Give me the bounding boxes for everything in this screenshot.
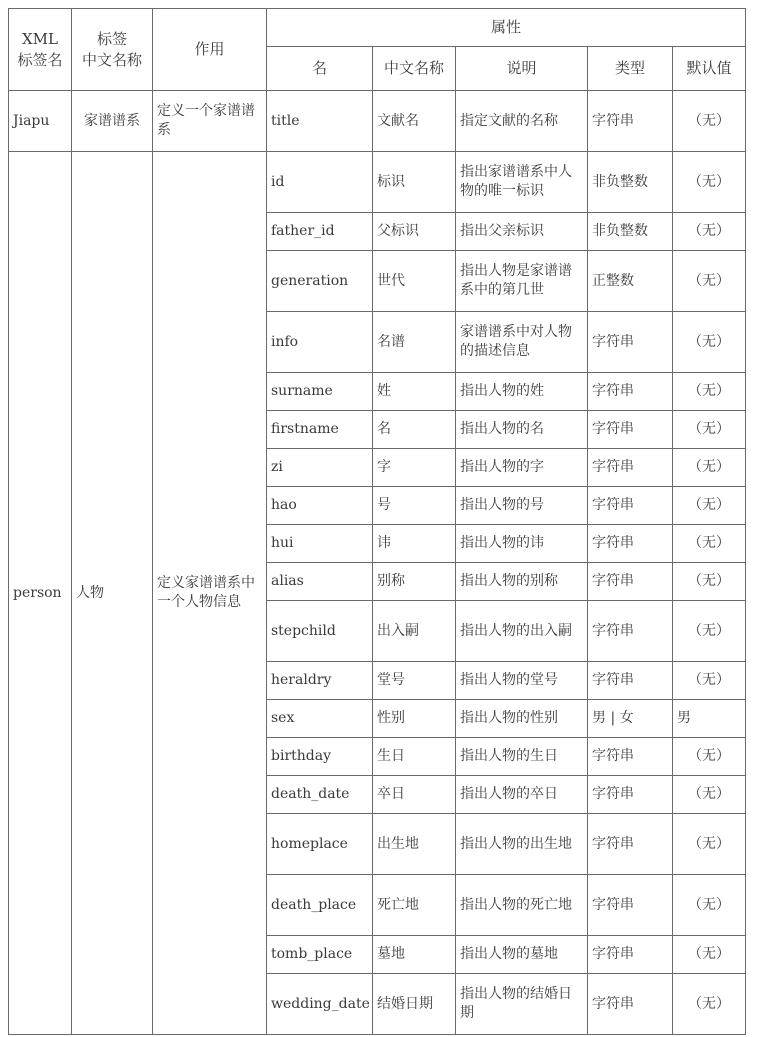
attr-cn-name-cell: 标识 — [373, 152, 456, 213]
attr-name-cell: sex — [267, 700, 373, 738]
attr-default-cell: （无） — [673, 251, 746, 312]
attr-default-cell: （无） — [673, 936, 746, 974]
attr-cn-name-cell: 死亡地 — [373, 875, 456, 936]
attr-type-cell: 字符串 — [588, 373, 673, 411]
attr-default-cell: （无） — [673, 449, 746, 487]
attr-default-cell: （无） — [673, 373, 746, 411]
attr-cn-name-cell: 墓地 — [373, 936, 456, 974]
attribute-table — [8, 8, 746, 1035]
attr-cn-name-cell: 号 — [373, 487, 456, 525]
attr-desc-cell: 指出人物的生日 — [456, 738, 588, 776]
tag-cn-name-cell: 家谱谱系 — [72, 91, 153, 152]
attr-name-cell: homeplace — [267, 814, 373, 875]
attr-type-cell: 字符串 — [588, 875, 673, 936]
attr-type-cell: 非负整数 — [588, 152, 673, 213]
attr-desc-cell: 指出人物的字 — [456, 449, 588, 487]
tag-purpose-cell: 定义一个家谱谱系 — [153, 91, 267, 152]
attr-type-cell: 男 | 女 — [588, 700, 673, 738]
tag-purpose-cell: 定义家谱谱系中一个人物信息 — [153, 152, 267, 1035]
attr-desc-cell: 指出人物的讳 — [456, 525, 588, 563]
attr-type-cell: 字符串 — [588, 814, 673, 875]
attr-cn-name-cell: 出生地 — [373, 814, 456, 875]
attr-name-cell: surname — [267, 373, 373, 411]
attr-desc-cell: 指定文献的名称 — [456, 91, 588, 152]
attr-name-cell: hao — [267, 487, 373, 525]
header-attributes: 属性 — [267, 9, 746, 47]
attr-default-cell: （无） — [673, 312, 746, 373]
header-attr-name: 名 — [267, 47, 373, 91]
attr-desc-cell: 指出人物是家谱谱系中的第几世 — [456, 251, 588, 312]
attr-name-cell: hui — [267, 525, 373, 563]
attr-desc-cell: 指出人物的卒日 — [456, 776, 588, 814]
attr-type-cell: 字符串 — [588, 936, 673, 974]
attr-default-cell: （无） — [673, 738, 746, 776]
attr-cn-name-cell: 别称 — [373, 563, 456, 601]
attr-name-cell: wedding_date — [267, 974, 373, 1035]
attr-type-cell: 字符串 — [588, 601, 673, 662]
attr-cn-name-cell: 性别 — [373, 700, 456, 738]
attr-name-cell: title — [267, 91, 373, 152]
attr-desc-cell: 指出人物的性别 — [456, 700, 588, 738]
attr-type-cell: 字符串 — [588, 411, 673, 449]
attr-cn-name-cell: 生日 — [373, 738, 456, 776]
attr-default-cell: （无） — [673, 411, 746, 449]
attr-desc-cell: 指出家谱谱系中人物的唯一标识 — [456, 152, 588, 213]
attr-desc-cell: 指出人物的堂号 — [456, 662, 588, 700]
attr-default-cell: （无） — [673, 974, 746, 1035]
attr-name-cell: death_date — [267, 776, 373, 814]
attr-name-cell: stepchild — [267, 601, 373, 662]
attr-type-cell: 字符串 — [588, 449, 673, 487]
attr-type-cell: 字符串 — [588, 525, 673, 563]
header-attr-cn-name: 中文名称 — [373, 47, 456, 91]
attr-default-cell: （无） — [673, 525, 746, 563]
header-attr-default: 默认值 — [673, 47, 746, 91]
attr-type-cell: 字符串 — [588, 91, 673, 152]
attr-desc-cell: 指出人物的结婚日期 — [456, 974, 588, 1035]
attr-default-cell: （无） — [673, 776, 746, 814]
header-row-1 — [9, 9, 746, 47]
table-row — [9, 152, 746, 213]
attr-cn-name-cell: 名 — [373, 411, 456, 449]
attr-type-cell: 字符串 — [588, 563, 673, 601]
attr-cn-name-cell: 名谱 — [373, 312, 456, 373]
attr-cn-name-cell: 世代 — [373, 251, 456, 312]
attr-desc-cell: 指出父亲标识 — [456, 213, 588, 251]
attr-desc-cell: 家谱谱系中对人物的描述信息 — [456, 312, 588, 373]
attr-type-cell: 字符串 — [588, 974, 673, 1035]
attr-default-cell: （无） — [673, 563, 746, 601]
attr-cn-name-cell: 结婚日期 — [373, 974, 456, 1035]
attr-name-cell: firstname — [267, 411, 373, 449]
attr-default-cell: （无） — [673, 662, 746, 700]
attr-desc-cell: 指出人物的出入嗣 — [456, 601, 588, 662]
header-purpose: 作用 — [153, 9, 267, 91]
header-attr-type: 类型 — [588, 47, 673, 91]
table-row-jiapu — [9, 91, 746, 152]
attr-name-cell: info — [267, 312, 373, 373]
attr-cn-name-cell: 出入嗣 — [373, 601, 456, 662]
attr-desc-cell: 指出人物的姓 — [456, 373, 588, 411]
attr-desc-cell: 指出人物的出生地 — [456, 814, 588, 875]
attr-cn-name-cell: 堂号 — [373, 662, 456, 700]
attr-name-cell: id — [267, 152, 373, 213]
attr-desc-cell: 指出人物的名 — [456, 411, 588, 449]
attr-default-cell: （无） — [673, 91, 746, 152]
attr-default-cell: （无） — [673, 213, 746, 251]
attr-cn-name-cell: 字 — [373, 449, 456, 487]
attr-name-cell: generation — [267, 251, 373, 312]
attr-type-cell: 字符串 — [588, 776, 673, 814]
tag-name-cell: Jiapu — [9, 91, 72, 152]
attr-name-cell: zi — [267, 449, 373, 487]
attr-type-cell: 非负整数 — [588, 213, 673, 251]
attr-cn-name-cell: 讳 — [373, 525, 456, 563]
attr-default-cell: 男 — [673, 700, 746, 738]
header-xml-tag-name: XML 标签名 — [9, 9, 72, 91]
header-attr-desc: 说明 — [456, 47, 588, 91]
tag-cn-name-cell: 人物 — [72, 152, 153, 1035]
attr-name-cell: father_id — [267, 213, 373, 251]
attr-cn-name-cell: 父标识 — [373, 213, 456, 251]
attr-name-cell: alias — [267, 563, 373, 601]
attr-cn-name-cell: 文献名 — [373, 91, 456, 152]
attr-desc-cell: 指出人物的墓地 — [456, 936, 588, 974]
header-tag-cn-name: 标签 中文名称 — [72, 9, 153, 91]
attr-default-cell: （无） — [673, 487, 746, 525]
attr-name-cell: death_place — [267, 875, 373, 936]
attr-type-cell: 字符串 — [588, 487, 673, 525]
tag-name-cell: person — [9, 152, 72, 1035]
attr-default-cell: （无） — [673, 875, 746, 936]
attr-desc-cell: 指出人物的死亡地 — [456, 875, 588, 936]
attr-name-cell: heraldry — [267, 662, 373, 700]
attr-type-cell: 正整数 — [588, 251, 673, 312]
attr-cn-name-cell: 卒日 — [373, 776, 456, 814]
attr-type-cell: 字符串 — [588, 662, 673, 700]
attr-desc-cell: 指出人物的别称 — [456, 563, 588, 601]
attr-name-cell: birthday — [267, 738, 373, 776]
attr-default-cell: （无） — [673, 601, 746, 662]
attr-desc-cell: 指出人物的号 — [456, 487, 588, 525]
attr-name-cell: tomb_place — [267, 936, 373, 974]
attr-type-cell: 字符串 — [588, 738, 673, 776]
attr-cn-name-cell: 姓 — [373, 373, 456, 411]
attr-default-cell: （无） — [673, 152, 746, 213]
attr-type-cell: 字符串 — [588, 312, 673, 373]
attr-default-cell: （无） — [673, 814, 746, 875]
